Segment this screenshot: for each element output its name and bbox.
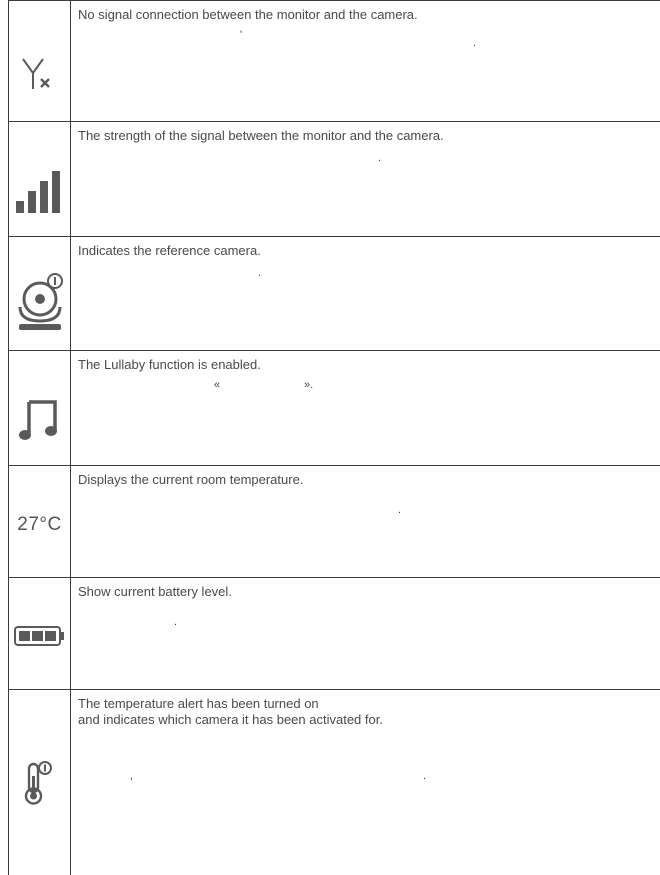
icon-cell (8, 578, 71, 689)
signal-strength-icon (14, 169, 66, 220)
punctuation-mark: . (378, 152, 382, 164)
description-line: No signal connection between the monitor and the camera. (78, 7, 418, 22)
icon-cell (8, 690, 71, 875)
battery-icon (14, 625, 66, 652)
punctuation-mark: . (423, 770, 427, 782)
row-description (78, 357, 656, 373)
no-signal-icon (20, 53, 60, 98)
description-line: Displays the current room temperature. (78, 472, 304, 487)
icon-cell (8, 1, 71, 121)
row-description (78, 472, 656, 488)
punctuation-mark: . (473, 37, 477, 49)
row-description (78, 243, 656, 259)
description-line: The strength of the signal between the monitor and the camera. (78, 128, 444, 143)
camera-icon (15, 271, 65, 338)
punctuation-mark: « (214, 379, 221, 391)
icon-cell (8, 122, 71, 236)
icon-cell (8, 351, 71, 465)
description-line: and indicates which camera it has been activated for. (78, 712, 383, 727)
table-row (8, 0, 660, 121)
thermometer-alert-icon (23, 760, 53, 811)
punctuation-mark: . (174, 616, 178, 628)
row-description (78, 696, 656, 728)
row-description (78, 584, 656, 600)
row-description (78, 128, 656, 144)
punctuation-mark: . (398, 504, 402, 516)
table-row (8, 577, 660, 689)
table-row (8, 350, 660, 465)
table-row (8, 689, 660, 875)
punctuation-mark: . (258, 267, 262, 279)
description-line: The Lullaby function is enabled. (78, 357, 261, 372)
table-row (8, 465, 660, 577)
table-row (8, 121, 660, 236)
row-description (78, 7, 656, 23)
music-note-icon (19, 396, 61, 447)
description-line: The temperature alert has been turned on (78, 696, 319, 711)
temperature-readout: 27°C (17, 513, 62, 535)
punctuation-mark: ». (304, 379, 314, 391)
icon-cell (8, 466, 71, 577)
description-line: Show current battery level. (78, 584, 232, 599)
icon-cell (8, 237, 71, 350)
punctuation-mark: , (130, 770, 134, 782)
table-row (8, 236, 660, 350)
icon-description-table (8, 0, 660, 875)
punctuation-mark: ' (240, 29, 243, 41)
description-line: Indicates the reference camera. (78, 243, 261, 258)
